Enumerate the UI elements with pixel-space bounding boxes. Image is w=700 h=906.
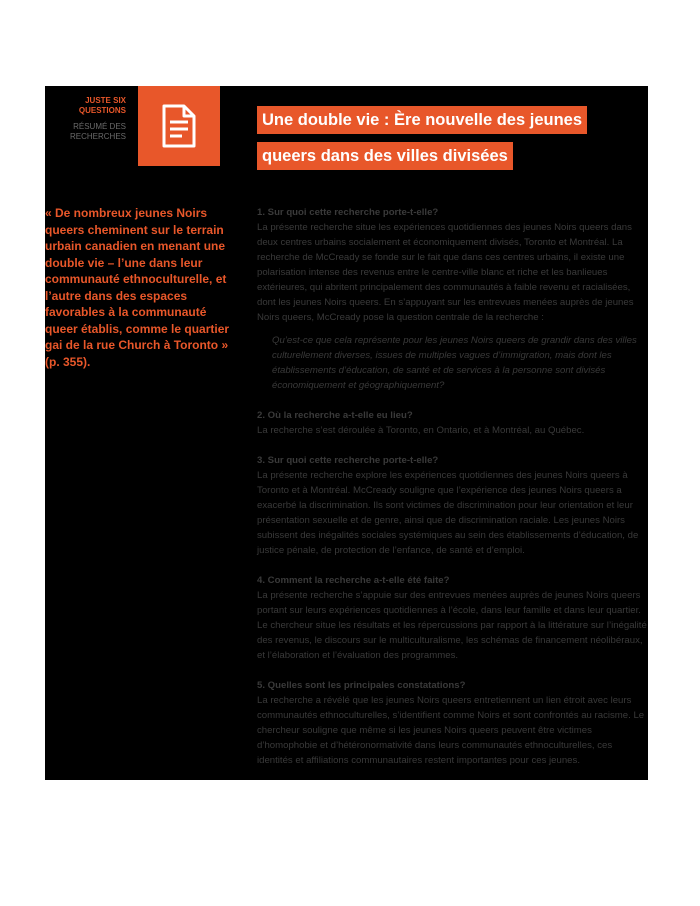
title-line: queers dans des villes divisées xyxy=(257,142,513,170)
qa-section xyxy=(257,453,649,558)
section-kicker xyxy=(55,96,126,142)
kicker-line: JUSTE SIX xyxy=(85,96,126,105)
qa-section xyxy=(257,205,649,393)
kicker-subline: RÉSUMÉ DES xyxy=(73,122,126,131)
answer-paragraph: La présente recherche s’appuie sur des entrevues menées auprès de jeunes Noirs queers portant sur leurs expériences quotidiennes à l’école, dans leur famille et dans leur quartier. Le chercheur situe les résultats et les répercussions par rapport à la littérature sur l’inégalité des revenus, le discours sur le multiculturalisme, les schémas de financement néolibéraux, et l’élaboration et l’évaluation des programmes. xyxy=(257,590,647,661)
question-heading: 3. Sur quoi cette recherche porte-t-elle? xyxy=(257,455,439,466)
answer-paragraph: La recherche s’est déroulée à Toronto, en Ontario, et à Montréal, au Québec. xyxy=(257,425,585,436)
qa-section xyxy=(257,573,649,663)
answer-paragraph: La présente recherche situe les expériences quotidiennes des jeunes Noirs queers dans deux centres urbains socialement et économiquement divisés, Toronto et Montréal. La recherche de McCready se fonde sur le fait que dans ces centres urbains, il existe une polarisation intense des revenus entre le centre-ville blanc et riche et les banlieues extérieures, qui abritent principalement des communautés à faible revenu et racialisées, dont les jeunes Noirs queers. En s’appuyant sur les entrevues menées auprès de jeunes Noirs queers, McCready pose la question centrale de la recherche : xyxy=(257,222,634,323)
question-heading: 2. Où la recherche a-t-elle eu lieu? xyxy=(257,410,413,421)
page-title xyxy=(257,106,637,178)
document-icon xyxy=(162,104,196,148)
question-heading: 5. Quelles sont les principales constatations? xyxy=(257,680,466,691)
kicker-subline: RECHERCHES xyxy=(69,132,126,141)
kicker-line: QUESTIONS xyxy=(78,106,126,115)
qa-content xyxy=(257,205,649,783)
question-heading: 4. Comment la recherche a-t-elle été faite? xyxy=(257,575,450,586)
research-question: Qu’est-ce que cela représente pour les jeunes Noirs queers de grandir dans des villes culturellement diverses, issues de multiples vagues d’immigration, mais dont les établissements d’éducation, de santé et de services à la personne sont divisés économiquement et géographiquement? xyxy=(272,335,637,391)
pull-quote: « De nombreux jeunes Noirs queers cheminent sur le terrain urbain canadien en menant une double vie – l’une dans leur communauté ethnoculturelle, et l’autre dans des espaces favorables à la communauté queer établis, comme le quartier gai de la rue Church à Toronto » (p. 355). xyxy=(45,206,230,369)
qa-section xyxy=(257,678,649,768)
title-line: Une double vie : Ère nouvelle des jeunes xyxy=(257,106,587,134)
answer-paragraph: La recherche a révélé que les jeunes Noirs queers entretiennent un lien étroit avec leurs communautés ethnoculturelles, s’identifient comme Noirs et sont confrontés au racisme. Le chercheur souligne que même si les jeunes Noirs queers peuvent être victimes d’homophobie et d’hétéronormativité dans leurs communautés ethnoculturelles, ces identités et affiliations communautaires restent importantes pour ces jeunes. xyxy=(257,695,645,766)
question-heading: 1. Sur quoi cette recherche porte-t-elle? xyxy=(257,207,439,218)
document-icon-box xyxy=(138,86,220,166)
answer-paragraph: La présente recherche explore les expériences quotidiennes des jeunes Noirs queers à Toronto et à Montréal. McCready souligne que l’expérience des jeunes Noirs queers a exacerbé la discrimination. Ils sont victimes de discrimination pour leur orientation et leur présentation sexuelle et de genre, ainsi que de discrimination raciale. Les jeunes Noirs subissent des inégalités sociales systémiques au sein des établissements d’éducation, de justice pénale, de protection de l’enfance, de santé et d’emploi. xyxy=(257,470,639,556)
qa-section xyxy=(257,408,649,438)
